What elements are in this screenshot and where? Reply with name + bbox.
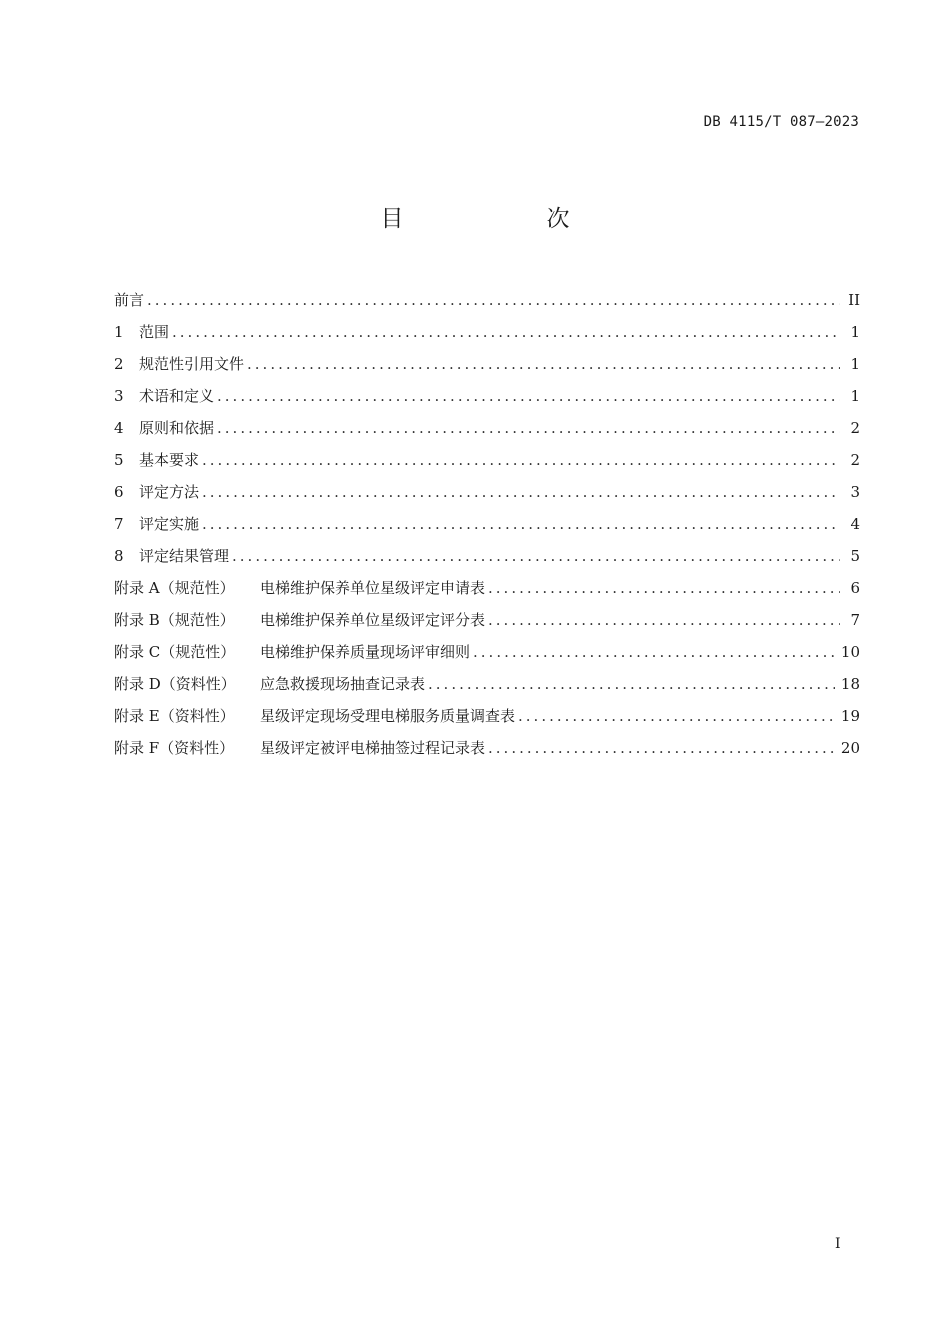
toc-entry-page: 7 [850, 611, 860, 629]
toc-entry-number: 1 [114, 323, 124, 341]
toc-entry[interactable] [114, 508, 860, 540]
toc-entry-page: 20 [840, 739, 860, 757]
toc-entry[interactable] [114, 380, 860, 412]
toc-dot-leader [488, 572, 840, 604]
toc-entry-page: 18 [840, 675, 860, 693]
toc-dot-leader [488, 732, 835, 764]
toc-dot-leader [217, 412, 840, 444]
toc-entry-page: II [848, 291, 860, 309]
toc-dot-leader [147, 284, 840, 316]
toc-entry-label: 范围 [139, 323, 170, 341]
toc-entry-page: 1 [850, 323, 860, 341]
toc-entry[interactable] [114, 668, 860, 700]
toc-dot-leader [247, 348, 840, 380]
toc-entry-number: 6 [114, 483, 124, 501]
toc-entry-appendix-prefix: 附录 F（资料性） [114, 739, 235, 757]
toc-entry-page: 4 [850, 515, 860, 533]
toc-entry-page: 19 [840, 707, 860, 725]
toc-dot-leader [172, 316, 840, 348]
toc-entry-label: 规范性引用文件 [139, 355, 245, 373]
toc-entry-appendix-prefix: 附录 E（资料性） [114, 707, 235, 725]
toc-entry-label: 基本要求 [139, 451, 200, 469]
page-number: I [835, 1236, 841, 1252]
toc-entry-label: 电梯维护保养质量现场评审细则 [260, 643, 471, 661]
toc-entry-appendix-prefix: 附录 C（规范性） [114, 643, 236, 661]
toc-entry-label: 原则和依据 [139, 419, 215, 437]
toc-entry[interactable] [114, 636, 860, 668]
toc-dot-leader [232, 540, 840, 572]
toc-entry-label: 评定实施 [139, 515, 200, 533]
document-code: DB 4115/T 087—2023 [703, 114, 859, 130]
toc-dot-leader [217, 380, 840, 412]
toc-entry-label: 星级评定现场受理电梯服务质量调查表 [260, 707, 516, 725]
toc-entry[interactable] [114, 284, 860, 316]
toc-entry[interactable] [114, 540, 860, 572]
toc-entry-number: 7 [114, 515, 124, 533]
toc-entry-page: 10 [840, 643, 860, 661]
toc-entry[interactable] [114, 604, 860, 636]
toc-entry-appendix-prefix: 附录 A（规范性） [114, 579, 235, 597]
toc-entry-page: 3 [850, 483, 860, 501]
toc-dot-leader [202, 444, 840, 476]
toc-entry-label: 前言 [114, 291, 145, 309]
toc-entry-number: 5 [114, 451, 124, 469]
toc-entry-number: 3 [114, 387, 124, 405]
toc-entry-label: 星级评定被评电梯抽签过程记录表 [260, 739, 486, 757]
toc-entry[interactable] [114, 732, 860, 764]
toc-entry-page: 2 [850, 419, 860, 437]
toc-dot-leader [428, 668, 835, 700]
toc-entry-page: 1 [850, 355, 860, 373]
toc-entry-number: 2 [114, 355, 124, 373]
toc-entry[interactable] [114, 444, 860, 476]
toc-dot-leader [488, 604, 840, 636]
toc-entry-page: 1 [850, 387, 860, 405]
toc-title: 目 次 [380, 206, 630, 232]
toc-entry-label: 评定结果管理 [139, 547, 230, 565]
toc-dot-leader [202, 476, 840, 508]
toc-dot-leader [202, 508, 840, 540]
toc-entry-number: 4 [114, 419, 124, 437]
toc-entry[interactable] [114, 476, 860, 508]
toc-entry-page: 2 [850, 451, 860, 469]
toc-entry-label: 电梯维护保养单位星级评定申请表 [260, 579, 486, 597]
toc-dot-leader [518, 700, 835, 732]
toc-entry-label: 电梯维护保养单位星级评定评分表 [260, 611, 486, 629]
toc-entry-page: 6 [850, 579, 860, 597]
toc-entry[interactable] [114, 572, 860, 604]
toc-entry-appendix-prefix: 附录 D（资料性） [114, 675, 236, 693]
toc-entry[interactable] [114, 412, 860, 444]
toc-entry-page: 5 [850, 547, 860, 565]
toc-entry-label: 应急救援现场抽查记录表 [260, 675, 426, 693]
toc-entry[interactable] [114, 316, 860, 348]
toc-entry[interactable] [114, 348, 860, 380]
toc-entry-appendix-prefix: 附录 B（规范性） [114, 611, 235, 629]
toc-entry-number: 8 [114, 547, 124, 565]
toc-entry-label: 评定方法 [139, 483, 200, 501]
toc-dot-leader [473, 636, 835, 668]
toc-entry[interactable] [114, 700, 860, 732]
toc-entry-label: 术语和定义 [139, 387, 215, 405]
table-of-contents [114, 284, 860, 764]
